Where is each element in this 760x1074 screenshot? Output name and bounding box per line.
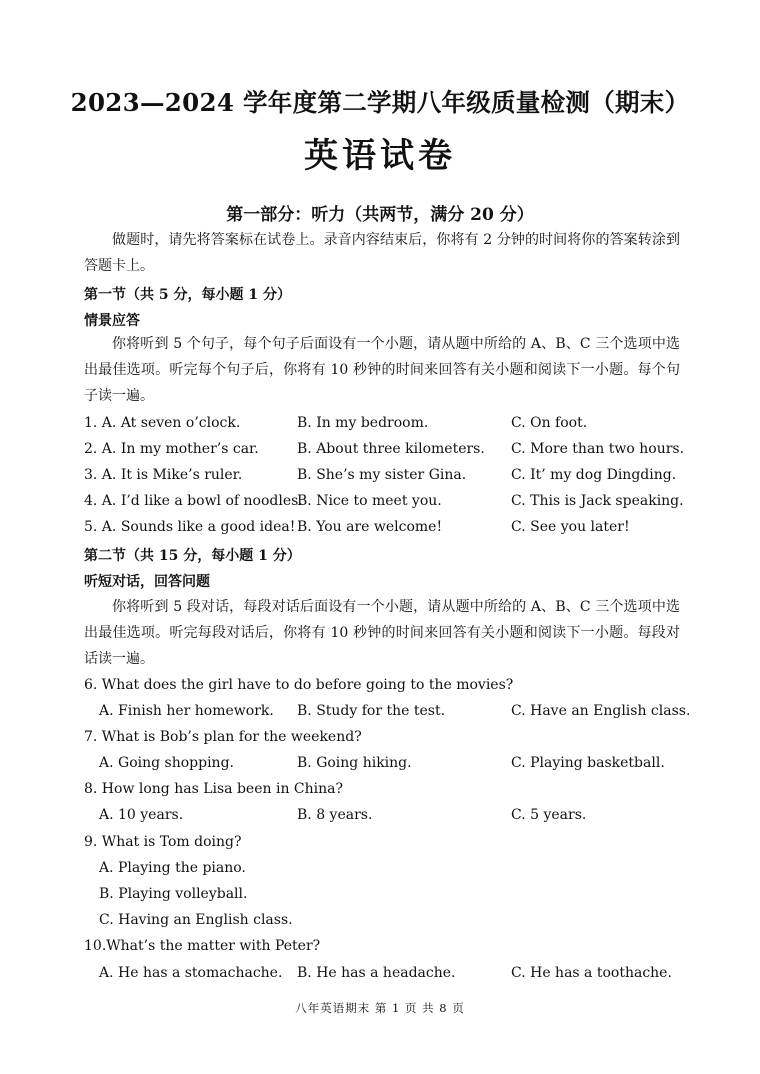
q6-option-a: A. Finish her homework. (99, 703, 274, 719)
q9-option-b: B. Playing volleyball. (99, 886, 248, 902)
section1-subheading: 情景应答 (84, 313, 140, 329)
q5-option-b: B. You are welcome! (297, 519, 443, 535)
q2-option-b: B. About three kilometers. (297, 441, 485, 457)
q6-stem: 6. What does the girl have to do before going to the movies? (84, 677, 514, 693)
q2-option-c: C. More than two hours. (511, 441, 685, 457)
q7-stem: 7. What is Bob’s plan for the weekend? (84, 729, 362, 745)
section2-instructions: 你将听到 5 段对话，每段对话后面设有一个小题，请从题中所给的 A、B、C 三个选项中选出最佳选项。听完每段对话后，你将有 10 秒钟的时间来回答有关小题和阅读下一小题。每段对话读一遍。 (84, 599, 680, 667)
q6-option-b: B. Study for the test. (297, 703, 446, 719)
section1-instructions: 你将听到 5 个句子，每个句子后面设有一个小题，请从题中所给的 A、B、C 三个选项中选出最佳选项。听完每个句子后，你将有 10 秒钟的时间来回答有关小题和阅读下一小题。每个句子读一遍。 (84, 336, 680, 404)
q5-option-a: 5. A. Sounds like a good idea! (84, 519, 296, 535)
q10-option-a: A. He has a stomachache. (99, 965, 283, 981)
q8-option-c: C. 5 years. (511, 807, 587, 823)
q1-option-c: C. On foot. (511, 415, 588, 431)
q3-option-a: 3. A. It is Mike’s ruler. (84, 467, 243, 483)
q8-option-b: B. 8 years. (297, 807, 373, 823)
q3-option-c: C. It’ my dog Dingding. (511, 467, 677, 483)
q9-stem: 9. What is Tom doing? (84, 834, 242, 850)
q10-stem: 10.What’s the matter with Peter? (84, 938, 321, 954)
q4-option-a: 4. A. I’d like a bowl of noodles. (84, 493, 303, 509)
q1-option-a: 1. A. At seven o’clock. (84, 415, 241, 431)
q9-option-a: A. Playing the piano. (99, 860, 246, 876)
page-footer: 八年英语期末 第 1 页 共 8 页 (295, 1001, 465, 1015)
q4-option-b: B. Nice to meet you. (297, 493, 442, 509)
part1-heading: 第一部分：听力（共两节，满分 20 分） (226, 205, 534, 225)
q10-option-c: C. He has a toothache. (511, 965, 672, 981)
q8-stem: 8. How long has Lisa been in China? (84, 781, 343, 797)
q7-option-a: A. Going shopping. (99, 755, 234, 771)
q6-option-c: C. Have an English class. (511, 703, 691, 719)
q9-option-c: C. Having an English class. (99, 912, 293, 928)
q1-option-b: B. In my bedroom. (297, 415, 429, 431)
section2-heading: 第二节（共 15 分，每小题 1 分） (84, 548, 301, 564)
q7-option-c: C. Playing basketball. (511, 755, 665, 771)
part1-intro: 做题时，请先将答案标在试卷上。录音内容结束后，你将有 2 分钟的时间将你的答案转涂到答题卡上。 (84, 232, 680, 274)
q5-option-c: C. See you later! (511, 519, 630, 535)
section1-heading: 第一节（共 5 分，每小题 1 分） (84, 287, 291, 303)
q7-option-b: B. Going hiking. (297, 755, 412, 771)
q2-option-a: 2. A. In my mother’s car. (84, 441, 259, 457)
exam-subtitle: 英语试卷 (304, 136, 456, 176)
q8-option-a: A. 10 years. (99, 807, 184, 823)
exam-title: 2023—2024 学年度第二学期八年级质量检测（期末） (70, 88, 690, 117)
q4-option-c: C. This is Jack speaking. (511, 493, 684, 509)
section2-subheading: 听短对话，回答问题 (84, 574, 210, 590)
q10-option-b: B. He has a headache. (297, 965, 456, 981)
q3-option-b: B. She’s my sister Gina. (297, 467, 467, 483)
